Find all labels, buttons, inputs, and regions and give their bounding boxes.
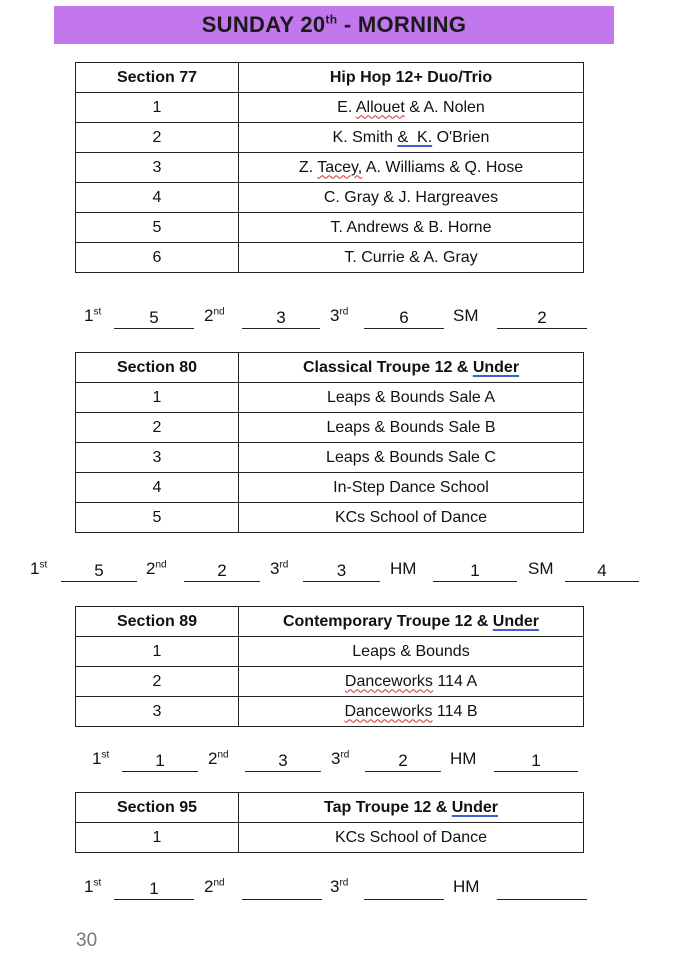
section-number-header: Section 77	[76, 63, 239, 93]
entry-number: 2	[76, 123, 239, 153]
section-title-header: Hip Hop 12+ Duo/Trio	[239, 63, 584, 93]
entry-name: C. Gray & J. Hargreaves	[239, 183, 584, 213]
third-label: 3rd	[330, 877, 349, 896]
sm-label: SM	[453, 306, 479, 325]
first-place-value: 1	[114, 877, 194, 900]
section-80-placings	[0, 559, 681, 583]
entry-name: KCs School of Dance	[239, 503, 584, 533]
table-row	[76, 443, 584, 473]
second-place-value	[242, 877, 322, 900]
hm-value: 1	[494, 749, 578, 772]
title-text-suffix: - MORNING	[337, 12, 467, 37]
third-place-value: 3	[303, 559, 380, 582]
table-header-row	[76, 607, 584, 637]
entry-name: T. Andrews & B. Horne	[239, 213, 584, 243]
entry-name: KCs School of Dance	[239, 823, 584, 853]
entry-name: Leaps & Bounds	[239, 637, 584, 667]
sm-value: 4	[565, 559, 639, 582]
table-row	[76, 123, 584, 153]
hm-label: HM	[390, 559, 417, 578]
entry-name: T. Currie & A. Gray	[239, 243, 584, 273]
entry-number: 5	[76, 213, 239, 243]
first-place-value: 1	[122, 749, 198, 772]
entry-number: 6	[76, 243, 239, 273]
second-place-value: 2	[184, 559, 260, 582]
section-89-placings	[0, 749, 681, 773]
entry-number: 1	[76, 637, 239, 667]
page-title	[202, 12, 467, 38]
title-superscript: th	[325, 12, 338, 27]
hm-value	[497, 877, 587, 900]
second-label: 2nd	[204, 877, 225, 896]
table-header-row	[76, 63, 584, 93]
section-77-placings	[0, 306, 681, 330]
section-number-header: Section 95	[76, 793, 239, 823]
table-row	[76, 213, 584, 243]
table-row	[76, 413, 584, 443]
hm-label: HM	[450, 749, 477, 768]
table-row	[76, 153, 584, 183]
first-place-value: 5	[61, 559, 137, 582]
section-title-header: Tap Troupe 12 & Under	[239, 793, 584, 823]
table-header-row	[76, 353, 584, 383]
entry-number: 4	[76, 473, 239, 503]
section-95-table	[75, 792, 584, 853]
entry-name: K. Smith & K. O'Brien	[239, 123, 584, 153]
entry-number: 3	[76, 153, 239, 183]
second-label: 2nd	[204, 306, 225, 325]
section-number-header: Section 89	[76, 607, 239, 637]
first-place-value: 5	[114, 306, 194, 329]
sm-value: 2	[497, 306, 587, 329]
third-place-value: 6	[364, 306, 444, 329]
hm-label: HM	[453, 877, 480, 896]
section-77-table	[75, 62, 584, 273]
first-label: 1st	[30, 559, 48, 578]
table-row	[76, 183, 584, 213]
page-number: 30	[76, 930, 98, 951]
third-place-value: 2	[365, 749, 441, 772]
table-row	[76, 637, 584, 667]
table-row	[76, 667, 584, 697]
first-label: 1st	[84, 877, 102, 896]
sm-label: SM	[528, 559, 554, 578]
entry-name: Leaps & Bounds Sale C	[239, 443, 584, 473]
entry-number: 1	[76, 383, 239, 413]
second-place-value: 3	[245, 749, 321, 772]
entry-number: 5	[76, 503, 239, 533]
entry-number: 2	[76, 667, 239, 697]
entry-name: E. Allouet & A. Nolen	[239, 93, 584, 123]
entry-number: 1	[76, 93, 239, 123]
section-89-table	[75, 606, 584, 727]
third-label: 3rd	[331, 749, 350, 768]
table-row	[76, 503, 584, 533]
third-place-value	[364, 877, 444, 900]
section-number-header: Section 80	[76, 353, 239, 383]
entry-number: 1	[76, 823, 239, 853]
table-row	[76, 383, 584, 413]
section-title-header: Contemporary Troupe 12 & Under	[239, 607, 584, 637]
title-text: SUNDAY 20	[201, 12, 326, 37]
section-80-table	[75, 352, 584, 533]
page-banner	[54, 6, 614, 44]
first-label: 1st	[84, 306, 102, 325]
second-place-value: 3	[242, 306, 320, 329]
entry-name: Z. Tacey, A. Williams & Q. Hose	[239, 153, 584, 183]
entry-name: In-Step Dance School	[239, 473, 584, 503]
second-label: 2nd	[208, 749, 229, 768]
third-label: 3rd	[270, 559, 289, 578]
section-95-placings	[0, 877, 681, 901]
third-label: 3rd	[330, 306, 349, 325]
hm-value: 1	[433, 559, 517, 582]
entry-number: 3	[76, 443, 239, 473]
entry-name: Leaps & Bounds Sale B	[239, 413, 584, 443]
entry-number: 2	[76, 413, 239, 443]
table-row	[76, 243, 584, 273]
table-row	[76, 93, 584, 123]
table-row	[76, 823, 584, 853]
section-title-header: Classical Troupe 12 & Under	[239, 353, 584, 383]
table-row	[76, 697, 584, 727]
entry-number: 3	[76, 697, 239, 727]
second-label: 2nd	[146, 559, 167, 578]
entry-name: Danceworks 114 B	[239, 697, 584, 727]
table-header-row	[76, 793, 584, 823]
table-row	[76, 473, 584, 503]
entry-name: Leaps & Bounds Sale A	[239, 383, 584, 413]
first-label: 1st	[92, 749, 110, 768]
entry-name: Danceworks 114 A	[239, 667, 584, 697]
entry-number: 4	[76, 183, 239, 213]
